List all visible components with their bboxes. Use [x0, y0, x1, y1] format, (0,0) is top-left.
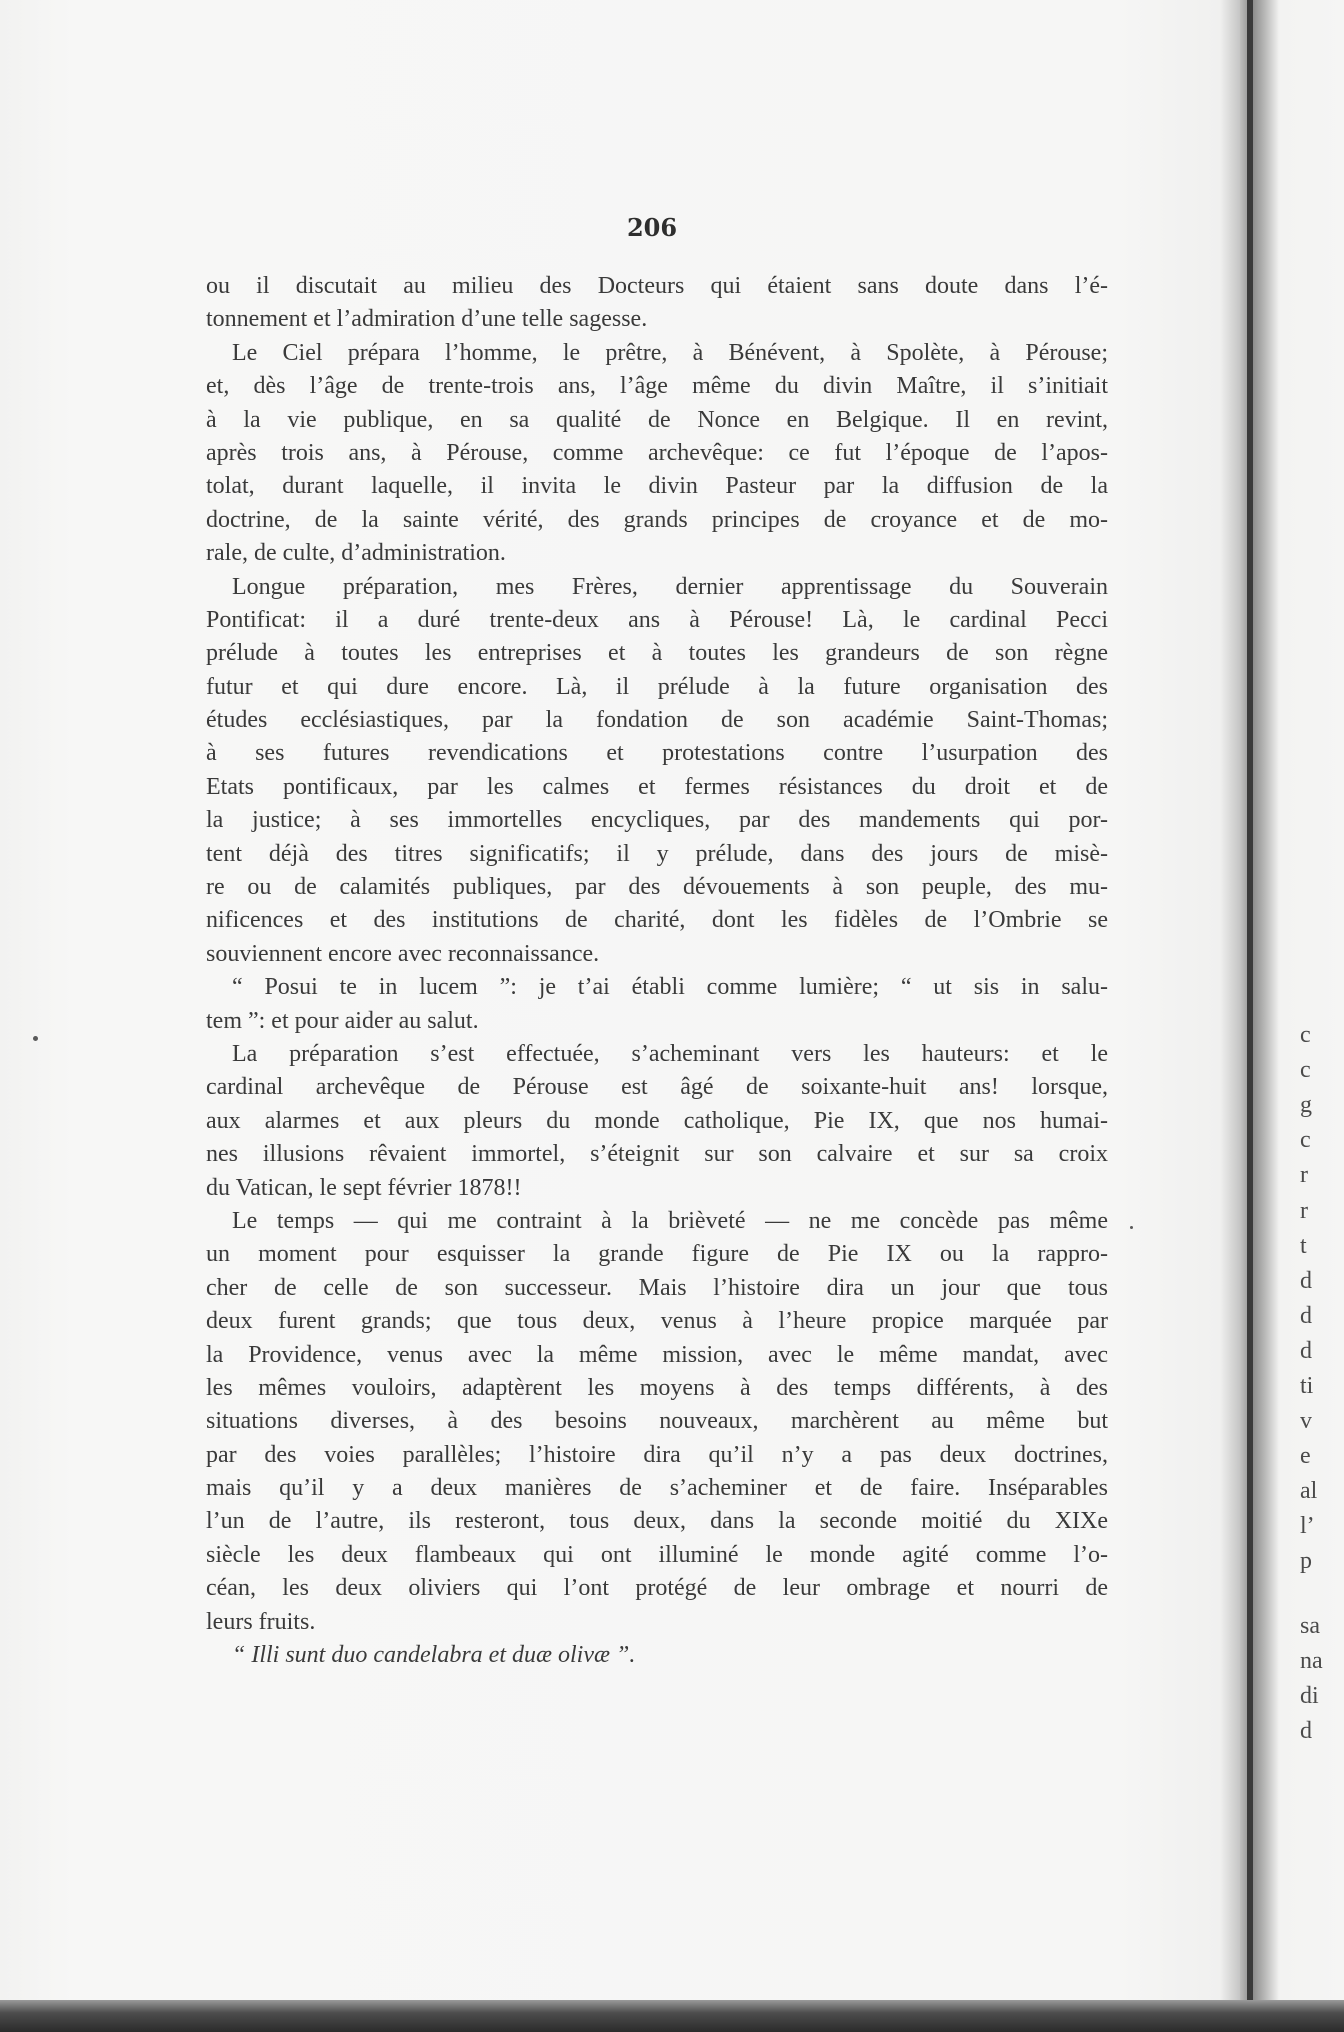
facing-page-fragment: d — [1300, 1718, 1312, 1744]
facing-page-fragment: v — [1300, 1408, 1312, 1434]
facing-page-fragment: r — [1300, 1162, 1308, 1188]
facing-page-text-fragments — [1300, 0, 1344, 2000]
text-line: après trois ans, à Pérouse, comme archevêque: ce fut l’époque de l’apos- — [206, 439, 1108, 466]
facing-page-fragment: d — [1300, 1303, 1312, 1329]
text-line: Etats pontificaux, par les calmes et fermes résistances du droit et de — [206, 773, 1108, 800]
page-number: 206 — [626, 213, 678, 242]
text-line: siècle les deux flambeaux qui ont illuminé le monde agité comme l’o- — [206, 1541, 1108, 1568]
text-line: à ses futures revendications et protestations contre l’usurpation des — [206, 740, 1108, 767]
text-line: la Providence, venus avec la même mission, avec le même mandat, avec — [206, 1341, 1108, 1368]
facing-page-fragment: p — [1300, 1548, 1312, 1574]
text-line: les mêmes vouloirs, adaptèrent les moyens à des temps différents, à des — [206, 1374, 1108, 1401]
text-line: deux furent grands; que tous deux, venus à l’heure propice marquée par — [206, 1308, 1108, 1335]
text-line: et, dès l’âge de trente-trois ans, l’âge même du divin Maître, il s’initiait — [206, 373, 1108, 400]
facing-page-fragment: e — [1300, 1443, 1311, 1469]
text-line: leurs fruits. — [206, 1608, 316, 1635]
text-line: du Vatican, le sept février 1878!! — [206, 1174, 522, 1201]
text-line: tem ”: et pour aider au salut. — [206, 1007, 479, 1034]
body-text — [206, 270, 1108, 1672]
text-line: ou il discutait au milieu des Docteurs qui étaient sans doute dans l’é- — [206, 273, 1108, 299]
scan-bottom-edge — [0, 2000, 1344, 2032]
text-line: La préparation s’est effectuée, s’acheminant vers les hauteurs: et le — [232, 1040, 1108, 1067]
text-line: mais qu’il y a deux manières de s’acheminer et de faire. Inséparables — [206, 1475, 1108, 1502]
text-line: rale, de culte, d’administration. — [206, 540, 506, 567]
facing-page-fragment: c — [1300, 1057, 1311, 1083]
text-line: Longue préparation, mes Frères, dernier apprentissage du Souverain — [232, 573, 1108, 600]
facing-page-fragment: al — [1300, 1478, 1318, 1504]
text-line: céan, les deux oliviers qui l’ont protégé de leur ombrage et nourri de — [206, 1575, 1108, 1602]
facing-page-fragment: d — [1300, 1268, 1312, 1294]
text-line: tolat, durant laquelle, il invita le divin Pasteur par la diffusion de la — [206, 473, 1108, 500]
text-line: tent déjà des titres significatifs; il y prélude, dans des jours de misè- — [206, 840, 1108, 867]
text-line: nificences et des institutions de charité, dont les fidèles de l’Ombrie se — [206, 907, 1108, 934]
facing-page-fragment: c — [1300, 1127, 1311, 1153]
facing-page-fragment: c — [1300, 1022, 1311, 1048]
text-line: “ Posui te in lucem ”: je t’ai établi comme lumière; “ ut sis in salu- — [232, 974, 1108, 1001]
text-line: tonnement et l’admiration d’une telle sagesse. — [206, 306, 648, 333]
text-line: études ecclésiastiques, par la fondation de son académie Saint-Thomas; — [206, 707, 1108, 734]
text-line: la justice; à ses immortelles encycliques, par des mandements qui por- — [206, 807, 1108, 834]
facing-page-fragment: t — [1300, 1233, 1307, 1259]
facing-page-fragment: d — [1300, 1338, 1312, 1364]
facing-page-fragment: sa — [1300, 1613, 1320, 1639]
facing-page-fragment: g — [1300, 1092, 1312, 1118]
text-line: souviennent encore avec reconnaissance. — [206, 940, 600, 967]
text-line: prélude à toutes les entreprises et à toutes les grandeurs de son règne — [206, 640, 1108, 667]
text-line: “ Illi sunt duo candelabra et duæ olivæ ”. — [232, 1642, 636, 1669]
facing-page-shadow — [1253, 0, 1279, 2000]
text-line: Le Ciel prépara l’homme, le prêtre, à Bénévent, à Spolète, à Pérouse; — [232, 339, 1108, 366]
text-line: nes illusions rêvaient immortel, s’éteignit sur son calvaire et sur sa croix — [206, 1141, 1108, 1168]
text-line: doctrine, de la sainte vérité, des grands principes de croyance et de mo- — [206, 506, 1108, 533]
text-line: re ou de calamités publiques, par des dévouements à son peuple, des mu- — [206, 874, 1108, 901]
text-line: par des voies parallèles; l’histoire dira qu’il n’y a pas deux doctrines, — [206, 1441, 1108, 1468]
text-line: à la vie publique, en sa qualité de Nonce en Belgique. Il en revint, — [206, 406, 1108, 433]
margin-speck — [1130, 1226, 1133, 1229]
text-line: l’un de l’autre, ils resteront, tous deux, dans la seconde moitié du XIXe — [206, 1508, 1108, 1535]
text-line: cardinal archevêque de Pérouse est âgé de soixante-huit ans! lorsque, — [206, 1074, 1108, 1101]
facing-page-fragment: na — [1300, 1648, 1323, 1674]
text-line: Pontificat: il a duré trente-deux ans à Pérouse! Là, le cardinal Pecci — [206, 606, 1108, 633]
text-line: aux alarmes et aux pleurs du monde catholique, Pie IX, que nos humai- — [206, 1107, 1108, 1134]
facing-page-fragment: di — [1300, 1683, 1319, 1709]
text-line: cher de celle de son successeur. Mais l’histoire dira un jour que tous — [206, 1274, 1108, 1301]
facing-page-fragment: r — [1300, 1198, 1308, 1224]
facing-page-fragment: ti — [1300, 1373, 1314, 1399]
text-line: Le temps — qui me contraint à la brièveté — ne me concède pas même — [232, 1207, 1108, 1234]
text-line: situations diverses, à des besoins nouveaux, marchèrent au même but — [206, 1408, 1108, 1435]
facing-page-fragment: l’ — [1300, 1513, 1315, 1539]
text-line: futur et qui dure encore. Là, il prélude à la future organisation des — [206, 673, 1108, 700]
margin-speck — [33, 1036, 38, 1041]
text-line: un moment pour esquisser la grande figure de Pie IX ou la rappro- — [206, 1241, 1108, 1268]
